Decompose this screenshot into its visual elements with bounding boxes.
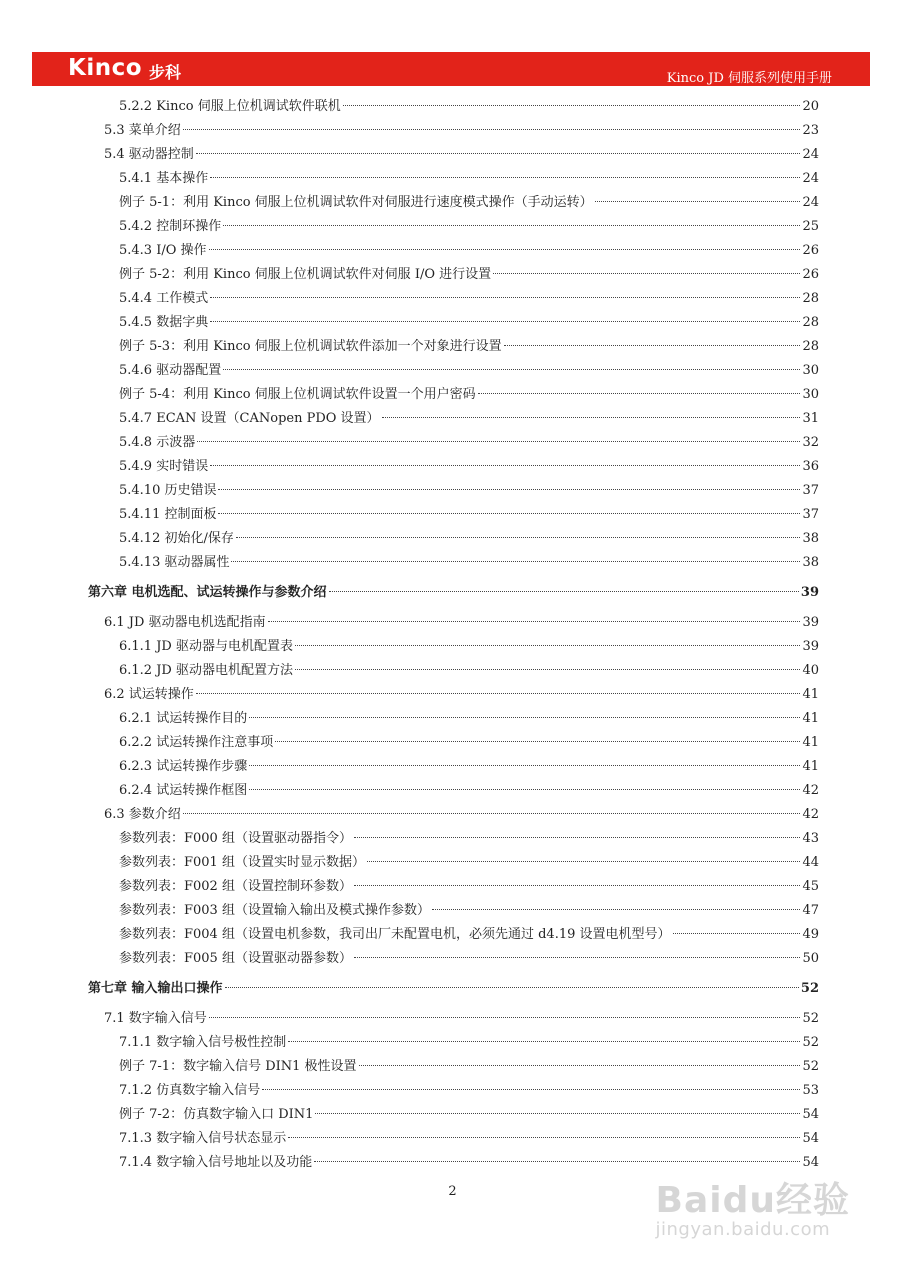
toc-entry[interactable] (119, 97, 819, 117)
toc-entry-title: 5.4.6 驱动器配置 (119, 363, 222, 378)
toc-entry[interactable] (119, 901, 819, 921)
watermark-logo: Baidu经验 (655, 1180, 850, 1221)
toc-entry[interactable] (119, 313, 819, 333)
toc-entry[interactable] (104, 685, 819, 705)
toc-entry[interactable] (119, 637, 819, 657)
toc-entry[interactable] (119, 853, 819, 873)
toc-entry-page: 24 (802, 195, 819, 210)
toc-entry-title: 参数列表：F001 组（设置实时显示数据） (119, 855, 365, 870)
toc-leader-dots (354, 885, 800, 886)
toc-entry-page: 39 (800, 585, 819, 600)
toc-entry-page: 47 (802, 903, 819, 918)
toc-entry-page: 41 (802, 711, 819, 726)
toc-leader-dots (493, 273, 800, 274)
toc-entry[interactable] (119, 1105, 819, 1125)
toc-entry-page: 52 (802, 1011, 819, 1026)
toc-leader-dots (236, 537, 801, 538)
toc-leader-dots (595, 201, 801, 202)
toc-leader-dots (673, 933, 801, 934)
toc-leader-dots (295, 669, 800, 670)
toc-entry[interactable] (104, 805, 819, 825)
toc-entry-page: 36 (802, 459, 819, 474)
toc-entry-page: 24 (802, 147, 819, 162)
toc-entry-title: 5.4.9 实时错误 (119, 459, 209, 474)
toc-entry-title: 7.1.1 数字输入信号极性控制 (119, 1035, 287, 1050)
baidu-watermark (656, 1172, 850, 1240)
toc-entry[interactable] (119, 481, 819, 501)
toc-entry[interactable] (119, 757, 819, 777)
toc-entry[interactable] (88, 979, 819, 999)
toc-entry[interactable] (119, 457, 819, 477)
toc-entry-title: 例子 5-4：利用 Kinco 伺服上位机调试软件设置一个用户密码 (119, 387, 476, 402)
toc-entry-page: 45 (802, 879, 819, 894)
toc-entry-page: 28 (802, 291, 819, 306)
toc-entry-page: 26 (802, 243, 819, 258)
toc-entry-title: 6.1 JD 驱动器电机选配指南 (104, 615, 266, 630)
manual-title: Kinco JD 伺服系列使用手册 (666, 71, 832, 86)
toc-leader-dots (218, 489, 800, 490)
toc-entry-title: 参数列表：F005 组（设置驱动器参数） (119, 951, 352, 966)
toc-entry-page: 41 (802, 687, 819, 702)
toc-entry-title: 5.4.1 基本操作 (119, 171, 209, 186)
toc-leader-dots (329, 591, 799, 592)
toc-entry-title: 6.3 参数介绍 (104, 807, 181, 822)
toc-entry[interactable] (104, 121, 819, 141)
toc-entry-title: 参数列表：F000 组（设置驱动器指令） (119, 831, 352, 846)
toc-leader-dots (249, 717, 800, 718)
toc-entry-page: 54 (802, 1155, 819, 1170)
toc-entry-page: 25 (802, 219, 819, 234)
toc-entry[interactable] (119, 877, 819, 897)
toc-entry-title: 例子 5-3：利用 Kinco 伺服上位机调试软件添加一个对象进行设置 (119, 339, 502, 354)
toc-entry[interactable] (119, 925, 819, 945)
toc-entry-title: 例子 5-2：利用 Kinco 伺服上位机调试软件对伺服 I/O 进行设置 (119, 267, 492, 282)
toc-entry-title: 5.2.2 Kinco 伺服上位机调试软件联机 (119, 99, 341, 114)
toc-leader-dots (209, 249, 801, 250)
toc-entry[interactable] (88, 583, 819, 603)
toc-entry[interactable] (119, 1057, 819, 1077)
toc-leader-dots (295, 645, 800, 646)
toc-entry-title: 5.4.5 数据字典 (119, 315, 209, 330)
toc-leader-dots (343, 105, 801, 106)
toc-leader-dots (210, 321, 800, 322)
toc-entry-title: 5.4.4 工作模式 (119, 291, 209, 306)
toc-entry[interactable] (119, 529, 819, 549)
toc-entry-page: 28 (802, 339, 819, 354)
toc-entry-page: 37 (802, 483, 819, 498)
toc-entry-page: 38 (802, 531, 819, 546)
toc-entry-title: 6.2 试运转操作 (104, 687, 194, 702)
toc-entry-title: 5.4.8 示波器 (119, 435, 196, 450)
toc-leader-dots (288, 1137, 800, 1138)
toc-entry[interactable] (119, 829, 819, 849)
toc-entry[interactable] (104, 613, 819, 633)
toc-leader-dots (382, 417, 801, 418)
toc-entry[interactable] (119, 1081, 819, 1101)
toc-leader-dots (210, 177, 800, 178)
toc-entry[interactable] (104, 145, 819, 165)
toc-entry[interactable] (119, 781, 819, 801)
toc-entry[interactable] (119, 361, 819, 381)
toc-entry-page: 49 (802, 927, 819, 942)
toc-entry-title: 参数列表：F004 组（设置电机参数，我司出厂未配置电机，必须先通过 d4.19 设置电机型号） (119, 927, 671, 942)
toc-entry-page: 50 (802, 951, 819, 966)
toc-leader-dots (262, 1089, 800, 1090)
page-number: 2 (448, 1184, 457, 1199)
kinco-logo: Kinco (68, 55, 143, 81)
toc-entry-title: 5.4.3 I/O 操作 (119, 243, 207, 258)
toc-leader-dots (183, 129, 801, 130)
toc-entry-page: 30 (802, 387, 819, 402)
toc-entry[interactable] (119, 505, 819, 525)
toc-leader-dots (249, 765, 800, 766)
toc-entry-page: 52 (802, 1035, 819, 1050)
toc-entry-title: 5.4.11 控制面板 (119, 507, 217, 522)
toc-entry-page: 39 (802, 615, 819, 630)
toc-entry-title: 5.4.12 初始化/保存 (119, 531, 234, 546)
toc-entry-page: 23 (802, 123, 819, 138)
toc-leader-dots (315, 1113, 800, 1114)
toc-entry-title: 5.4 驱动器控制 (104, 147, 194, 162)
toc-entry[interactable] (119, 949, 819, 969)
toc-entry[interactable] (119, 1129, 819, 1149)
toc-entry-title: 5.3 菜单介绍 (104, 123, 181, 138)
toc-leader-dots (210, 297, 800, 298)
toc-entry-title: 参数列表：F003 组（设置输入输出及模式操作参数） (119, 903, 430, 918)
toc-entry-title: 6.2.3 试运转操作步骤 (119, 759, 248, 774)
toc-entry-title: 第六章 电机选配、试运转操作与参数介绍 (88, 585, 327, 600)
kinco-logo-cn: 步科 (149, 63, 182, 82)
header-bar (32, 52, 870, 86)
toc-entry-title: 7.1 数字输入信号 (104, 1011, 207, 1026)
toc-entry-page: 43 (802, 831, 819, 846)
toc-entry[interactable] (119, 217, 819, 237)
toc-entry-page: 20 (802, 99, 819, 114)
toc-entry-page: 38 (802, 555, 819, 570)
toc-entry-title: 6.2.1 试运转操作目的 (119, 711, 248, 726)
toc-entry-page: 30 (802, 363, 819, 378)
toc-leader-dots (223, 369, 800, 370)
toc-leader-dots (225, 987, 799, 988)
toc-entry-title: 5.4.10 历史错误 (119, 483, 217, 498)
toc-entry-title: 5.4.13 驱动器属性 (119, 555, 230, 570)
toc-entry-page: 44 (802, 855, 819, 870)
toc-entry[interactable] (119, 193, 819, 213)
toc-entry-title: 例子 7-1：数字输入信号 DIN1 极性设置 (119, 1059, 357, 1074)
toc-entry-title: 7.1.2 仿真数字输入信号 (119, 1083, 261, 1098)
toc-entry-page: 54 (802, 1131, 819, 1146)
toc-entry-title: 例子 5-1：利用 Kinco 伺服上位机调试软件对伺服进行速度模式操作（手动运转） (119, 195, 593, 210)
toc-entry-title: 参数列表：F002 组（设置控制环参数） (119, 879, 352, 894)
toc-leader-dots (478, 393, 801, 394)
toc-entry-title: 第七章 输入输出口操作 (88, 981, 223, 996)
toc-entry-page: 53 (802, 1083, 819, 1098)
toc-leader-dots (268, 621, 801, 622)
toc-entry[interactable] (119, 265, 819, 285)
toc-entry-title: 例子 7-2：仿真数字输入口 DIN1 (119, 1107, 314, 1122)
toc-entry[interactable] (119, 241, 819, 261)
toc-leader-dots (288, 1041, 800, 1042)
toc-entry-page: 54 (802, 1107, 819, 1122)
toc-entry[interactable] (119, 385, 819, 405)
toc-entry-title: 5.4.2 控制环操作 (119, 219, 222, 234)
toc-entry-page: 40 (802, 663, 819, 678)
toc-leader-dots (209, 1017, 801, 1018)
watermark-url: jingyan.baidu.com (655, 1219, 831, 1240)
toc-entry[interactable] (119, 733, 819, 753)
toc-entry-title: 5.4.7 ECAN 设置（CANopen PDO 设置） (119, 411, 380, 426)
toc-entry-title: 6.1.1 JD 驱动器与电机配置表 (119, 639, 293, 654)
toc-leader-dots (432, 909, 800, 910)
toc-leader-dots (354, 957, 800, 958)
toc-entry-page: 24 (802, 171, 819, 186)
toc-entry-page: 28 (802, 315, 819, 330)
toc-entry[interactable] (119, 1153, 819, 1173)
toc-leader-dots (183, 813, 801, 814)
toc-leader-dots (354, 837, 800, 838)
toc-entry-page: 42 (802, 783, 819, 798)
toc-entry[interactable] (119, 661, 819, 681)
toc-entry-title: 7.1.4 数字输入信号地址以及功能 (119, 1155, 313, 1170)
toc-leader-dots (196, 153, 801, 154)
toc-entry-page: 32 (802, 435, 819, 450)
toc-leader-dots (249, 789, 800, 790)
toc-entry[interactable] (119, 1033, 819, 1053)
toc-leader-dots (367, 861, 800, 862)
toc-leader-dots (504, 345, 801, 346)
toc-leader-dots (210, 465, 800, 466)
toc-entry-title: 6.2.4 试运转操作框图 (119, 783, 248, 798)
toc-entry-page: 39 (802, 639, 819, 654)
toc-entry[interactable] (119, 409, 819, 429)
toc-entry-page: 52 (802, 1059, 819, 1074)
toc-leader-dots (197, 441, 800, 442)
toc-entry[interactable] (119, 433, 819, 453)
toc-entry[interactable] (119, 553, 819, 573)
toc-leader-dots (275, 741, 800, 742)
toc-entry-page: 26 (802, 267, 819, 282)
toc-leader-dots (218, 513, 800, 514)
toc-entry[interactable] (104, 1009, 819, 1029)
toc-leader-dots (231, 561, 800, 562)
toc-entry-title: 6.1.2 JD 驱动器电机配置方法 (119, 663, 293, 678)
toc-entry-page: 41 (802, 735, 819, 750)
toc-entry-title: 7.1.3 数字输入信号状态显示 (119, 1131, 287, 1146)
toc-entry-page: 41 (802, 759, 819, 774)
toc-entry-page: 52 (800, 981, 819, 996)
toc-entry-page: 42 (802, 807, 819, 822)
toc-leader-dots (223, 225, 800, 226)
toc-leader-dots (314, 1161, 800, 1162)
toc-entry-page: 31 (802, 411, 819, 426)
toc-entry-title: 6.2.2 试运转操作注意事项 (119, 735, 274, 750)
toc-entry-page: 37 (802, 507, 819, 522)
toc-entry[interactable] (119, 709, 819, 729)
toc-leader-dots (359, 1065, 801, 1066)
toc-entry[interactable] (119, 337, 819, 357)
toc-entry[interactable] (119, 289, 819, 309)
toc-entry[interactable] (119, 169, 819, 189)
toc-leader-dots (196, 693, 801, 694)
